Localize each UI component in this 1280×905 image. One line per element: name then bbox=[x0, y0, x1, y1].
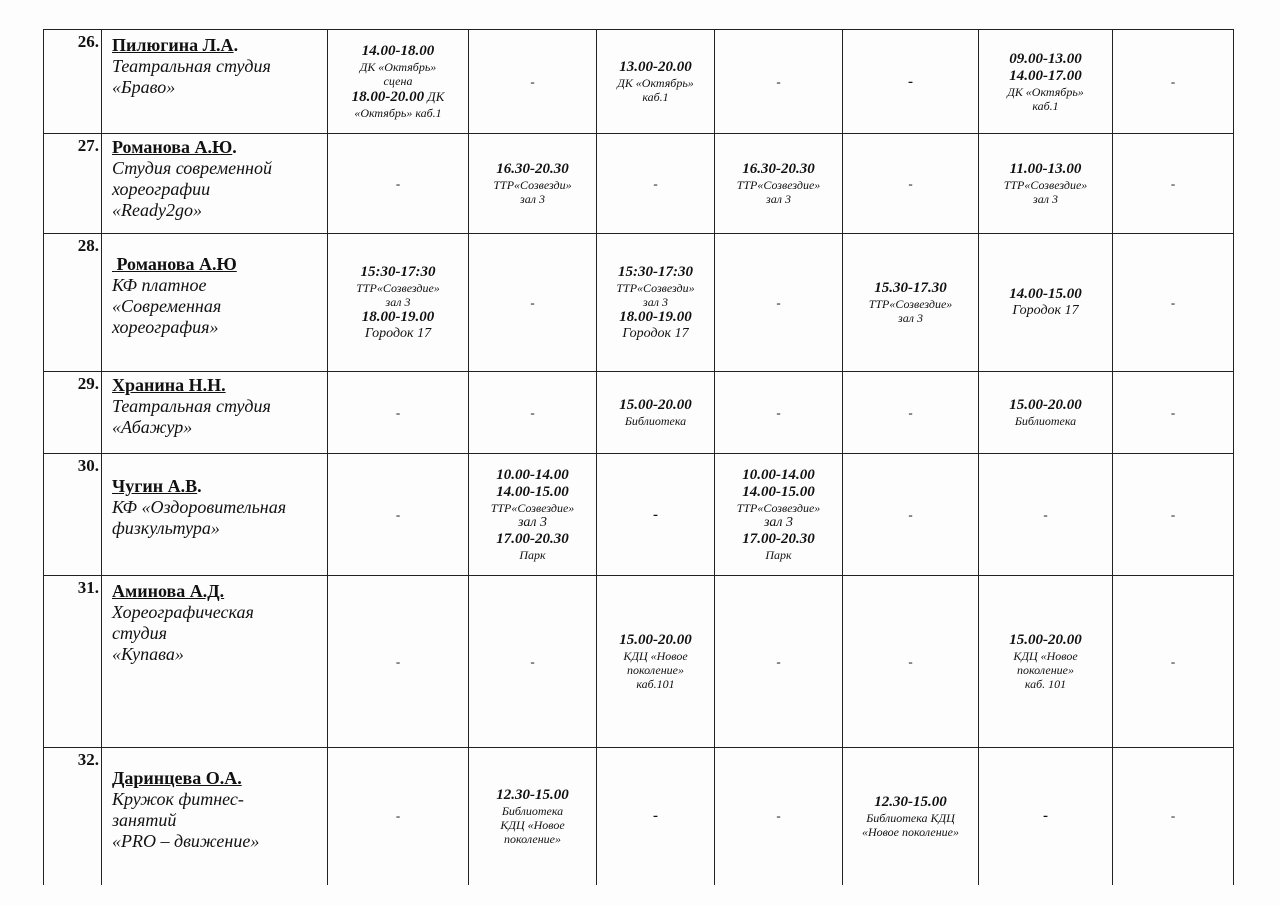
group-title-line: хореография» bbox=[112, 317, 219, 337]
location: зал 3 bbox=[766, 192, 791, 206]
empty-dash: - bbox=[530, 653, 535, 669]
time-range: 09.00-13.00 bbox=[1009, 50, 1082, 67]
group-title-line: «PRO – движение» bbox=[112, 831, 260, 851]
empty-dash: - bbox=[395, 404, 401, 420]
location: каб.101 bbox=[636, 677, 675, 691]
schedule-cell bbox=[843, 234, 979, 372]
group-title-line: Кружок фитнес- bbox=[112, 789, 244, 809]
empty-dash: - bbox=[776, 404, 781, 420]
schedule-cell bbox=[597, 134, 715, 234]
schedule-cell bbox=[979, 134, 1113, 234]
row-number: 30. bbox=[44, 454, 102, 576]
empty-dash: - bbox=[653, 506, 658, 523]
schedule-cell bbox=[843, 372, 979, 454]
row-number: 27. bbox=[44, 134, 102, 234]
schedule-cell bbox=[1113, 30, 1234, 134]
schedule-table bbox=[43, 29, 1234, 885]
table-row bbox=[44, 234, 1234, 372]
empty-dash: - bbox=[908, 404, 913, 420]
location: зал 3 bbox=[517, 515, 548, 530]
schedule-cell bbox=[469, 748, 597, 885]
empty-dash: - bbox=[908, 175, 913, 191]
row-number: 29. bbox=[44, 372, 102, 454]
schedule-cell bbox=[715, 576, 843, 748]
empty-dash: - bbox=[776, 808, 781, 824]
schedule-cell bbox=[979, 372, 1113, 454]
location: КДЦ «Новое bbox=[623, 649, 688, 663]
schedule-cell bbox=[469, 576, 597, 748]
group-title-line: «Абажур» bbox=[112, 417, 193, 437]
time-range: 17.00-20.30 bbox=[742, 531, 815, 547]
leader-name-suffix: . bbox=[197, 476, 202, 496]
group-cell bbox=[102, 576, 328, 748]
location: поколение» bbox=[627, 663, 684, 677]
time-range: 10.00-14.00 bbox=[496, 467, 569, 483]
location: ДК «Октябрь» bbox=[359, 60, 437, 74]
time-range: 12.30-15.00 bbox=[496, 786, 569, 803]
schedule-cell bbox=[843, 134, 979, 234]
empty-dash: - bbox=[653, 808, 658, 825]
schedule-cell bbox=[1113, 372, 1234, 454]
location: Библиотека КДЦ bbox=[866, 810, 955, 825]
location: каб.1 bbox=[642, 90, 669, 104]
table-row bbox=[44, 576, 1234, 748]
table-row bbox=[44, 372, 1234, 454]
schedule-cell bbox=[597, 748, 715, 885]
group-title-line: Хореографическая bbox=[112, 602, 254, 622]
location: поколение» bbox=[1017, 663, 1074, 677]
schedule-cell bbox=[715, 234, 843, 372]
time-range: 12.30-15.00 bbox=[874, 793, 947, 810]
schedule-cell bbox=[1113, 748, 1234, 885]
time-range: 15.00-20.00 bbox=[1009, 632, 1082, 648]
schedule-cell bbox=[328, 234, 469, 372]
group-title-line: Театральная студия bbox=[112, 56, 271, 76]
schedule-cell bbox=[715, 134, 843, 234]
schedule-cell bbox=[597, 372, 715, 454]
location: зал 3 bbox=[643, 294, 668, 309]
leader-name bbox=[112, 581, 323, 602]
time-range: 15.00-20.00 bbox=[1009, 397, 1082, 413]
empty-dash: - bbox=[395, 653, 401, 669]
location: каб. 101 bbox=[1024, 677, 1067, 691]
group-cell bbox=[102, 234, 328, 372]
leader-name-text: Чугин А.В bbox=[112, 476, 198, 496]
location: «Октябрь» каб.1 bbox=[354, 106, 442, 120]
group-cell bbox=[102, 30, 328, 134]
location: «Новое поколение» bbox=[861, 824, 960, 839]
schedule-cell bbox=[843, 30, 979, 134]
group-title-line: КФ «Оздоровительная bbox=[112, 497, 287, 517]
time-range: 14.00-15.00 bbox=[742, 484, 815, 500]
leader-name-text: Романова А.Ю bbox=[112, 137, 233, 157]
location: Парк bbox=[519, 548, 546, 562]
schedule-cell bbox=[1113, 576, 1234, 748]
time-range: 14.00-18.00 bbox=[361, 43, 435, 59]
table-row bbox=[44, 748, 1234, 885]
location: КДЦ «Новое bbox=[1013, 649, 1078, 663]
schedule-cell bbox=[597, 234, 715, 372]
schedule-cell bbox=[469, 30, 597, 134]
group-title-line: «Браво» bbox=[112, 77, 176, 97]
group-cell bbox=[102, 372, 328, 454]
empty-dash: - bbox=[1170, 294, 1176, 310]
location: Городок 17 bbox=[364, 325, 432, 341]
schedule-cell bbox=[469, 134, 597, 234]
empty-dash: - bbox=[1170, 404, 1176, 420]
location: сцена bbox=[383, 74, 413, 88]
schedule-cell bbox=[979, 454, 1113, 576]
leader-name-text: Хранина Н.Н. bbox=[112, 375, 226, 395]
time-range: 15.30-17.30 bbox=[874, 280, 947, 296]
schedule-cell bbox=[328, 454, 469, 576]
leader-name-text: Пилюгина Л.А bbox=[112, 35, 234, 55]
location: ТТР«Созвездие» bbox=[736, 178, 821, 192]
group-title-line: Театральная студия bbox=[112, 396, 271, 416]
empty-dash: - bbox=[395, 506, 401, 522]
group-title-line: «Современная bbox=[112, 296, 222, 316]
location: Библиотека bbox=[501, 803, 564, 818]
empty-dash: - bbox=[776, 73, 781, 89]
time-range: 18.00-19.00 bbox=[619, 308, 692, 325]
row-number: 32. bbox=[44, 748, 102, 885]
time-range: 15.00-20.00 bbox=[619, 397, 692, 413]
schedule-cell bbox=[979, 748, 1113, 885]
schedule-cell bbox=[328, 372, 469, 454]
row-number: 26. bbox=[44, 30, 102, 134]
location: ДК «Октябрь» bbox=[617, 76, 694, 90]
empty-dash: - bbox=[1170, 506, 1176, 522]
empty-dash: - bbox=[1170, 73, 1176, 89]
schedule-body bbox=[44, 30, 1234, 885]
time-range: 15:30-17:30 bbox=[360, 263, 436, 280]
leader-name bbox=[112, 476, 323, 497]
schedule-cell bbox=[1113, 134, 1234, 234]
empty-dash: - bbox=[908, 73, 913, 90]
time-range: 10.00-14.00 bbox=[742, 467, 815, 483]
empty-dash: - bbox=[395, 175, 401, 191]
time-range: 18.00-19.00 bbox=[361, 308, 435, 325]
location: ДК «Октябрь» bbox=[1007, 84, 1084, 99]
location: зал 3 bbox=[898, 311, 923, 325]
row-number: 28. bbox=[44, 234, 102, 372]
location: ТТР«Созвездие» bbox=[490, 501, 575, 515]
schedule-cell bbox=[328, 576, 469, 748]
table-row bbox=[44, 134, 1234, 234]
schedule-cell bbox=[843, 576, 979, 748]
group-title-line: КФ платное bbox=[112, 275, 207, 295]
location: зал 3 bbox=[520, 192, 545, 206]
leader-name bbox=[112, 254, 323, 275]
schedule-cell bbox=[979, 234, 1113, 372]
empty-dash: - bbox=[776, 294, 781, 310]
location: Библиотека bbox=[624, 414, 687, 428]
empty-dash: - bbox=[1043, 808, 1048, 825]
schedule-cell bbox=[597, 30, 715, 134]
time-range: 11.00-13.00 bbox=[1009, 161, 1082, 177]
group-cell bbox=[102, 748, 328, 885]
time-range: 16.30-20.30 bbox=[496, 161, 569, 177]
time-range: 15:30-17:30 bbox=[618, 263, 693, 280]
schedule-cell bbox=[1113, 454, 1234, 576]
time-range: 15.00-20.00 bbox=[619, 632, 692, 648]
table-row bbox=[44, 30, 1234, 134]
schedule-cell bbox=[715, 454, 843, 576]
leader-name bbox=[112, 768, 323, 789]
location: каб.1 bbox=[1032, 98, 1059, 113]
leader-name-suffix: . bbox=[232, 137, 237, 157]
leader-name bbox=[112, 35, 323, 56]
group-title-line: физкультура» bbox=[112, 518, 220, 538]
schedule-cell bbox=[469, 234, 597, 372]
time-range-text: 18.00-20.00 bbox=[351, 89, 425, 105]
location: Городок 17 bbox=[1012, 303, 1079, 318]
group-title-line: Студия современной bbox=[112, 158, 272, 178]
schedule-cell bbox=[979, 30, 1113, 134]
empty-dash: - bbox=[1170, 175, 1176, 191]
group-title-line: хореографии bbox=[112, 179, 211, 199]
schedule-cell bbox=[469, 372, 597, 454]
location-inline: ДК bbox=[424, 89, 445, 104]
time-range: 14.00-15.00 bbox=[496, 484, 569, 500]
location: КДЦ «Новое bbox=[500, 817, 565, 832]
location: поколение» bbox=[504, 831, 561, 846]
time-range: 17.00-20.30 bbox=[496, 531, 569, 547]
location: ТТР«Созвездие» bbox=[736, 501, 821, 515]
schedule-cell bbox=[1113, 234, 1234, 372]
location: зал 3 bbox=[1033, 192, 1058, 206]
schedule-cell bbox=[843, 748, 979, 885]
schedule-cell bbox=[597, 576, 715, 748]
location: ТТР«Созвезди» bbox=[616, 280, 695, 295]
schedule-cell bbox=[328, 30, 469, 134]
table-row bbox=[44, 454, 1234, 576]
empty-dash: - bbox=[908, 506, 913, 522]
time-range bbox=[331, 88, 465, 106]
location: зал 3 bbox=[763, 515, 794, 530]
group-title-line: занятий bbox=[112, 810, 177, 830]
empty-dash: - bbox=[395, 808, 401, 824]
group-cell bbox=[102, 454, 328, 576]
empty-dash: - bbox=[530, 294, 535, 310]
schedule-cell bbox=[979, 576, 1113, 748]
empty-dash: - bbox=[908, 653, 913, 669]
group-title-line: студия bbox=[112, 623, 167, 643]
schedule-cell bbox=[715, 748, 843, 885]
schedule-cell bbox=[843, 454, 979, 576]
location: ТТР«Созвездие» bbox=[1003, 178, 1088, 192]
time-range: 14.00-17.00 bbox=[1009, 67, 1082, 84]
schedule-cell bbox=[715, 30, 843, 134]
location: ТТР«Созвездие» bbox=[868, 297, 953, 311]
empty-dash: - bbox=[530, 404, 535, 420]
empty-dash: - bbox=[1043, 506, 1048, 522]
location: ТТР«Созвезди» bbox=[493, 178, 572, 192]
empty-dash: - bbox=[530, 73, 535, 89]
location: Парк bbox=[765, 548, 792, 562]
group-cell bbox=[102, 134, 328, 234]
schedule-cell bbox=[715, 372, 843, 454]
leader-name bbox=[112, 375, 323, 396]
empty-dash: - bbox=[776, 653, 781, 669]
group-title-line: «Ready2go» bbox=[112, 200, 202, 220]
leader-name-text: Романова А.Ю bbox=[112, 254, 237, 274]
row-number: 31. bbox=[44, 576, 102, 748]
leader-name-text: Аминова А.Д. bbox=[112, 581, 225, 601]
schedule-cell bbox=[328, 748, 469, 885]
schedule-cell bbox=[597, 454, 715, 576]
time-range: 14.00-15.00 bbox=[1009, 286, 1082, 302]
group-title-line: «Купава» bbox=[112, 644, 184, 664]
time-range: 13.00-20.00 bbox=[619, 59, 692, 75]
time-range: 16.30-20.30 bbox=[742, 161, 815, 177]
schedule-cell bbox=[469, 454, 597, 576]
location: Городок 17 bbox=[622, 325, 689, 341]
empty-dash: - bbox=[1170, 808, 1176, 824]
leader-name bbox=[112, 137, 323, 158]
schedule-cell bbox=[328, 134, 469, 234]
empty-dash: - bbox=[1170, 653, 1176, 669]
empty-dash: - bbox=[653, 175, 658, 191]
location: зал 3 bbox=[385, 294, 411, 309]
location: ТТР«Созвездие» bbox=[356, 280, 440, 295]
leader-name-suffix: . bbox=[233, 35, 239, 55]
location: Библиотека bbox=[1014, 414, 1077, 428]
leader-name-text: Даринцева О.А. bbox=[112, 768, 242, 788]
